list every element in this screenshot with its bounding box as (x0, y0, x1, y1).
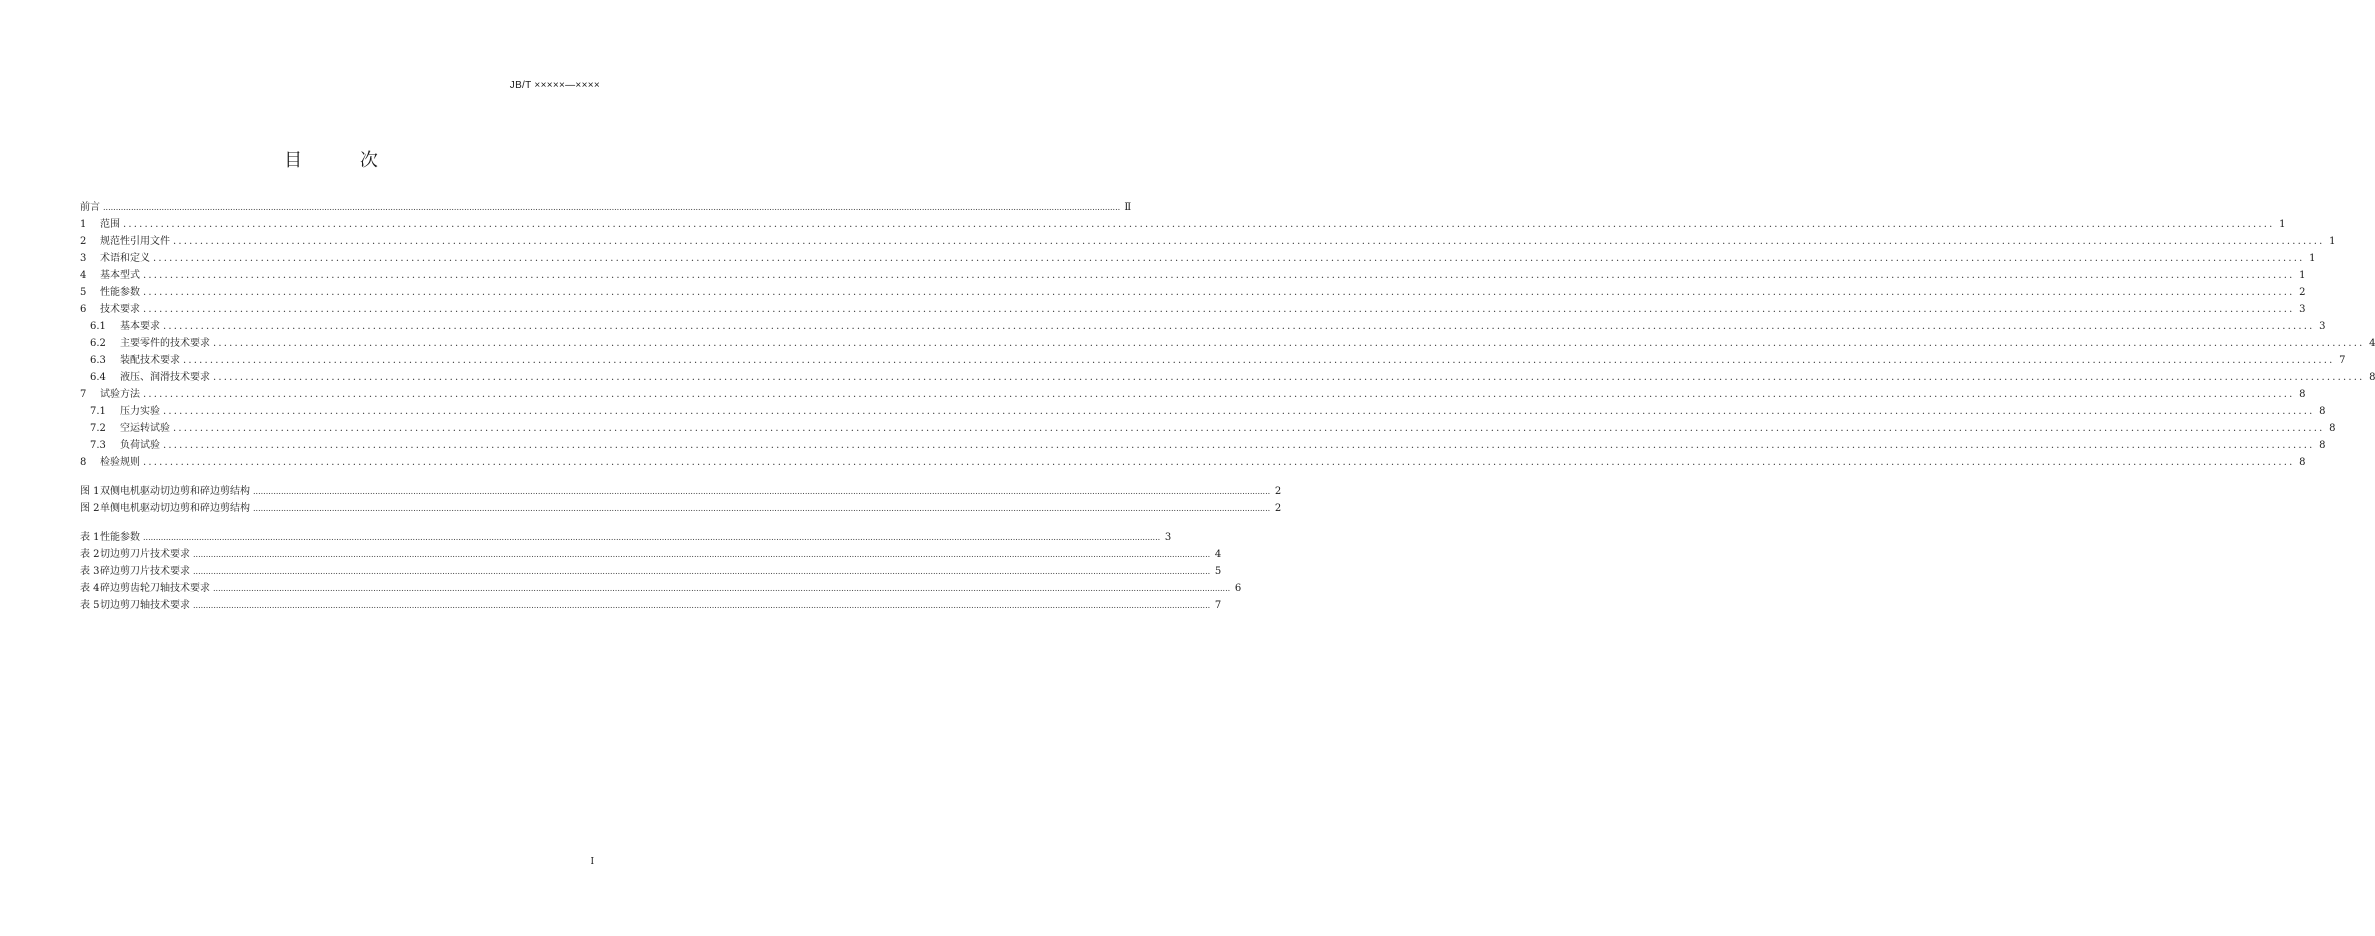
toc-entry-page: 3 (1164, 532, 1172, 543)
dot-leader: ................................................................................................................................................................................................................................................................................................................................................................................................................ (163, 406, 2315, 417)
toc-entry-number: 8 (80, 457, 87, 468)
toc-entry[interactable] (80, 368, 2375, 385)
toc-entry-number: 表 3 (80, 566, 100, 577)
toc-entry-title: 试验方法 (100, 389, 140, 400)
dot-leader: ................................................................................................................................................................................................................................................................................................................................................................................................................ (193, 601, 1211, 610)
toc-entry[interactable] (80, 198, 1132, 215)
toc-entry-number: 表 2 (80, 549, 100, 560)
toc-entry-number: 6.4 (90, 372, 106, 383)
dot-leader: ................................................................................................................................................................................................................................................................................................................................................................................................................ (193, 550, 1211, 559)
toc-entry[interactable] (80, 232, 2336, 249)
toc-entry-title: 碎边剪齿轮刀轴技术要求 (100, 583, 210, 594)
toc-entry-number: 7.1 (90, 406, 106, 417)
toc-figures (80, 482, 1282, 516)
toc-entry-page: 8 (2329, 423, 2336, 434)
toc-entry-number: 6.1 (90, 321, 106, 332)
toc-entry[interactable] (80, 528, 1172, 545)
toc-entry-number: 表 4 (80, 583, 100, 594)
toc-entry-page: 2 (2299, 287, 2306, 298)
toc-entry-number: 6.2 (90, 338, 106, 349)
toc-entry-title: 切边剪刀片技术要求 (100, 549, 190, 560)
toc-entry-page: 3 (2319, 321, 2326, 332)
toc-entry-page: 8 (2319, 406, 2326, 417)
table-of-contents (80, 198, 2375, 613)
dot-leader: ................................................................................................................................................................................................................................................................................................................................................................................................................ (103, 203, 1121, 212)
toc-entry-title: 规范性引用文件 (100, 236, 170, 247)
toc-tables (80, 528, 1242, 613)
toc-entry-title: 负荷试验 (120, 440, 160, 451)
group-spacer (80, 516, 597, 528)
toc-entry-page: 1 (2309, 253, 2316, 264)
toc-entry-page: Ⅱ (1124, 202, 1132, 213)
dot-leader: ................................................................................................................................................................................................................................................................................................................................................................................................................ (253, 487, 1271, 496)
toc-entry-page: 1 (2279, 219, 2286, 230)
toc-entry[interactable] (80, 385, 2306, 402)
toc-entry[interactable] (80, 453, 2306, 470)
toc-entry-page: 1 (2299, 270, 2306, 281)
toc-entry-page: 8 (2369, 372, 2375, 383)
toc-entry-title: 切边剪刀轴技术要求 (100, 600, 190, 611)
toc-entry-page: 3 (2299, 304, 2306, 315)
toc-entry-page: 8 (2299, 457, 2306, 468)
dot-leader: ................................................................................................................................................................................................................................................................................................................................................................................................................ (253, 504, 1271, 513)
toc-entry-title: 技术要求 (100, 304, 140, 315)
toc-entry-title: 压力实验 (120, 406, 160, 417)
toc-entry-number: 表 5 (80, 600, 100, 611)
toc-entry-number: 1 (80, 219, 87, 230)
toc-entry[interactable] (80, 562, 1222, 579)
toc-entry-number: 5 (80, 287, 87, 298)
toc-entry-page: 1 (2329, 236, 2336, 247)
toc-entry-number: 图 2 (80, 503, 100, 514)
dot-leader: ................................................................................................................................................................................................................................................................................................................................................................................................................ (143, 457, 2295, 468)
toc-entry-number: 4 (80, 270, 87, 281)
toc-entry[interactable] (80, 249, 2316, 266)
toc-entry[interactable] (80, 482, 1282, 499)
dot-leader: ................................................................................................................................................................................................................................................................................................................................................................................................................ (143, 304, 2295, 315)
dot-leader: ................................................................................................................................................................................................................................................................................................................................................................................................................ (153, 253, 2305, 264)
toc-entry-title: 前言 (80, 202, 100, 213)
dot-leader: ................................................................................................................................................................................................................................................................................................................................................................................................................ (183, 355, 2335, 366)
toc-entry-title: 性能参数 (100, 532, 140, 543)
toc-entry[interactable] (80, 215, 2286, 232)
dot-leader: ................................................................................................................................................................................................................................................................................................................................................................................................................ (163, 321, 2315, 332)
toc-entry-title: 术语和定义 (100, 253, 150, 264)
toc-entry-title: 基本型式 (100, 270, 140, 281)
toc-entry-number: 6 (80, 304, 87, 315)
toc-entry-number: 7.3 (90, 440, 106, 451)
toc-entry-number: 7.2 (90, 423, 106, 434)
dot-leader: ................................................................................................................................................................................................................................................................................................................................................................................................................ (213, 372, 2365, 383)
dot-leader: ................................................................................................................................................................................................................................................................................................................................................................................................................ (173, 236, 2325, 247)
toc-entry[interactable] (80, 419, 2336, 436)
toc-entry-title: 双侧电机驱动切边剪和碎边剪结构 (100, 486, 250, 497)
group-spacer (80, 470, 597, 482)
toc-entry-number: 3 (80, 253, 87, 264)
toc-entry-number: 6.3 (90, 355, 106, 366)
toc-entry[interactable] (80, 317, 2326, 334)
toc-entry[interactable] (80, 596, 1222, 613)
toc-entry-page: 5 (1214, 566, 1222, 577)
toc-entry-title: 检验规则 (100, 457, 140, 468)
standard-code: JB/T ×××××—×××× (509, 80, 600, 91)
toc-entry-page: 7 (1214, 600, 1222, 611)
toc-entry[interactable] (80, 334, 2375, 351)
dot-leader: ................................................................................................................................................................................................................................................................................................................................................................................................................ (193, 567, 1211, 576)
toc-entry-title: 空运转试验 (120, 423, 170, 434)
toc-entry[interactable] (80, 351, 2346, 368)
page-number: I (590, 857, 594, 867)
toc-entry-title: 范围 (100, 219, 120, 230)
dot-leader: ................................................................................................................................................................................................................................................................................................................................................................................................................ (143, 389, 2295, 400)
toc-entry[interactable] (80, 436, 2326, 453)
dot-leader: ................................................................................................................................................................................................................................................................................................................................................................................................................ (163, 440, 2315, 451)
toc-entry[interactable] (80, 402, 2326, 419)
toc-entry-page: 4 (2369, 338, 2375, 349)
toc-entry[interactable] (80, 283, 2306, 300)
dot-leader: ................................................................................................................................................................................................................................................................................................................................................................................................................ (143, 270, 2295, 281)
toc-entry-page: 6 (1234, 583, 1242, 594)
toc-entry-title: 基本要求 (120, 321, 160, 332)
dot-leader: ................................................................................................................................................................................................................................................................................................................................................................................................................ (143, 533, 1161, 542)
toc-entry-page: 7 (2339, 355, 2346, 366)
toc-entry-title: 碎边剪刀片技术要求 (100, 566, 190, 577)
toc-entry-page: 2 (1274, 486, 1282, 497)
toc-entry-number: 7 (80, 389, 87, 400)
dot-leader: ................................................................................................................................................................................................................................................................................................................................................................................................................ (173, 423, 2325, 434)
toc-entry-title: 主要零件的技术要求 (120, 338, 210, 349)
dot-leader: ................................................................................................................................................................................................................................................................................................................................................................................................................ (123, 219, 2275, 230)
toc-entry[interactable] (80, 579, 1242, 596)
dot-leader: ................................................................................................................................................................................................................................................................................................................................................................................................................ (213, 584, 1231, 593)
toc-title: 目 次 (284, 150, 404, 171)
toc-entry-page: 4 (1214, 549, 1222, 560)
toc-entry-title: 液压、润滑技术要求 (120, 372, 210, 383)
toc-sections (80, 198, 2375, 470)
toc-entry-title: 装配技术要求 (120, 355, 180, 366)
toc-entry-number: 图 1 (80, 486, 100, 497)
toc-entry-number: 2 (80, 236, 87, 247)
toc-entry-number: 表 1 (80, 532, 100, 543)
dot-leader: ................................................................................................................................................................................................................................................................................................................................................................................................................ (213, 338, 2365, 349)
toc-entry[interactable] (80, 300, 2306, 317)
toc-entry-page: 2 (1274, 503, 1282, 514)
toc-entry-title: 性能参数 (100, 287, 140, 298)
toc-entry-page: 8 (2299, 389, 2306, 400)
toc-entry[interactable] (80, 266, 2306, 283)
toc-entry-title: 单侧电机驱动切边剪和碎边剪结构 (100, 503, 250, 514)
toc-entry[interactable] (80, 499, 1282, 516)
toc-entry[interactable] (80, 545, 1222, 562)
dot-leader: ................................................................................................................................................................................................................................................................................................................................................................................................................ (143, 287, 2295, 298)
toc-entry-page: 8 (2319, 440, 2326, 451)
